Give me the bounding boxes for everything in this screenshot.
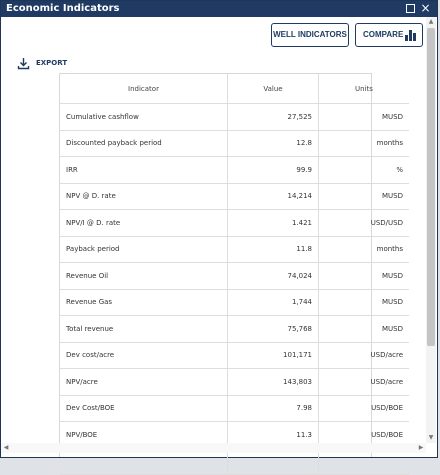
value-cell: 1,744 bbox=[228, 289, 319, 316]
indicator-cell: NPV/acre bbox=[60, 369, 228, 396]
close-icon: × bbox=[420, 1, 431, 15]
column-header-units[interactable]: Units bbox=[319, 74, 410, 104]
column-header-value[interactable]: Value bbox=[228, 74, 319, 104]
table-row bbox=[60, 263, 409, 290]
indicator-cell: Discounted payback period bbox=[60, 130, 228, 157]
units-cell: months bbox=[319, 130, 410, 157]
indicator-cell: Payback period bbox=[60, 236, 228, 263]
scroll-up-icon[interactable]: ▲ bbox=[428, 18, 434, 25]
table-row bbox=[60, 316, 409, 343]
compare-label: COMPARE bbox=[363, 30, 404, 39]
units-cell: USD/acre bbox=[319, 342, 410, 369]
indicators-table bbox=[59, 73, 403, 457]
table-row bbox=[60, 289, 409, 316]
units-cell: MUSD bbox=[319, 263, 410, 290]
close-button[interactable] bbox=[420, 3, 431, 14]
value-cell: 27,525 bbox=[228, 104, 319, 131]
value-cell: 75,768 bbox=[228, 316, 319, 343]
scroll-down-icon[interactable]: ▼ bbox=[428, 434, 434, 441]
indicator-cell: Cumulative cashflow bbox=[60, 104, 228, 131]
scroll-right-icon[interactable]: ▶ bbox=[418, 444, 424, 451]
indicator-cell: Dev Cost/BOE bbox=[60, 395, 228, 422]
units-cell: USD/BOE bbox=[319, 422, 410, 449]
indicator-cell: Total revenue bbox=[60, 316, 228, 343]
column-header-indicator[interactable]: Indicator bbox=[60, 74, 228, 104]
units-cell: MUSD bbox=[319, 289, 410, 316]
restore-icon bbox=[406, 4, 415, 13]
indicator-cell: Dev cost/acre bbox=[60, 342, 228, 369]
units-cell: MUSD bbox=[319, 316, 410, 343]
value-cell: 14,214 bbox=[228, 183, 319, 210]
table-row bbox=[60, 210, 409, 237]
table-row bbox=[60, 130, 409, 157]
value-cell: 7.98 bbox=[228, 395, 319, 422]
window-content bbox=[1, 17, 437, 457]
export-label: EXPORT bbox=[36, 59, 68, 67]
indicator-cell: Revenue Gas bbox=[60, 289, 228, 316]
indicator-cell: Revenue Oil bbox=[60, 263, 228, 290]
units-cell: USD/BOE bbox=[319, 395, 410, 422]
units-cell: MUSD bbox=[319, 183, 410, 210]
value-cell: 99.9 bbox=[228, 157, 319, 184]
vertical-scrollbar[interactable] bbox=[426, 17, 436, 443]
indicator-cell: NPV @ D. rate bbox=[60, 183, 228, 210]
indicator-cell: IRR bbox=[60, 157, 228, 184]
units-cell: USD/acre bbox=[319, 369, 410, 396]
indicator-cell: NPV/BOE bbox=[60, 422, 228, 449]
units-cell: USD/USD bbox=[319, 210, 410, 237]
table-row bbox=[60, 395, 409, 422]
table-row bbox=[60, 183, 409, 210]
compare-button[interactable] bbox=[355, 23, 423, 47]
download-icon bbox=[17, 57, 30, 70]
title-bar[interactable] bbox=[1, 1, 437, 17]
value-cell: 74,024 bbox=[228, 263, 319, 290]
window-title: Economic Indicators bbox=[6, 3, 120, 14]
indicator-cell: NPV/I @ D. rate bbox=[60, 210, 228, 237]
restore-button[interactable] bbox=[405, 3, 416, 14]
units-cell: months bbox=[319, 236, 410, 263]
table-row bbox=[60, 369, 409, 396]
well-indicators-label: WELL INDICATORS bbox=[273, 30, 347, 39]
value-cell: 143,803 bbox=[228, 369, 319, 396]
table-row bbox=[60, 236, 409, 263]
table-row bbox=[60, 104, 409, 131]
table-row bbox=[60, 157, 409, 184]
value-cell: 11.8 bbox=[228, 236, 319, 263]
units-cell: MUSD bbox=[319, 104, 410, 131]
scroll-left-icon[interactable]: ◀ bbox=[3, 444, 9, 451]
value-cell: 12.8 bbox=[228, 130, 319, 157]
table-header-row bbox=[60, 74, 409, 104]
units-cell: % bbox=[319, 157, 410, 184]
bar-chart-icon bbox=[405, 29, 417, 41]
horizontal-scrollbar[interactable] bbox=[1, 443, 426, 453]
value-cell: 11.3 bbox=[228, 422, 319, 449]
well-indicators-button[interactable] bbox=[271, 23, 349, 47]
table-row bbox=[60, 342, 409, 369]
value-cell: 1.421 bbox=[228, 210, 319, 237]
scrollbar-thumb[interactable] bbox=[427, 28, 435, 346]
value-cell: 101,171 bbox=[228, 342, 319, 369]
